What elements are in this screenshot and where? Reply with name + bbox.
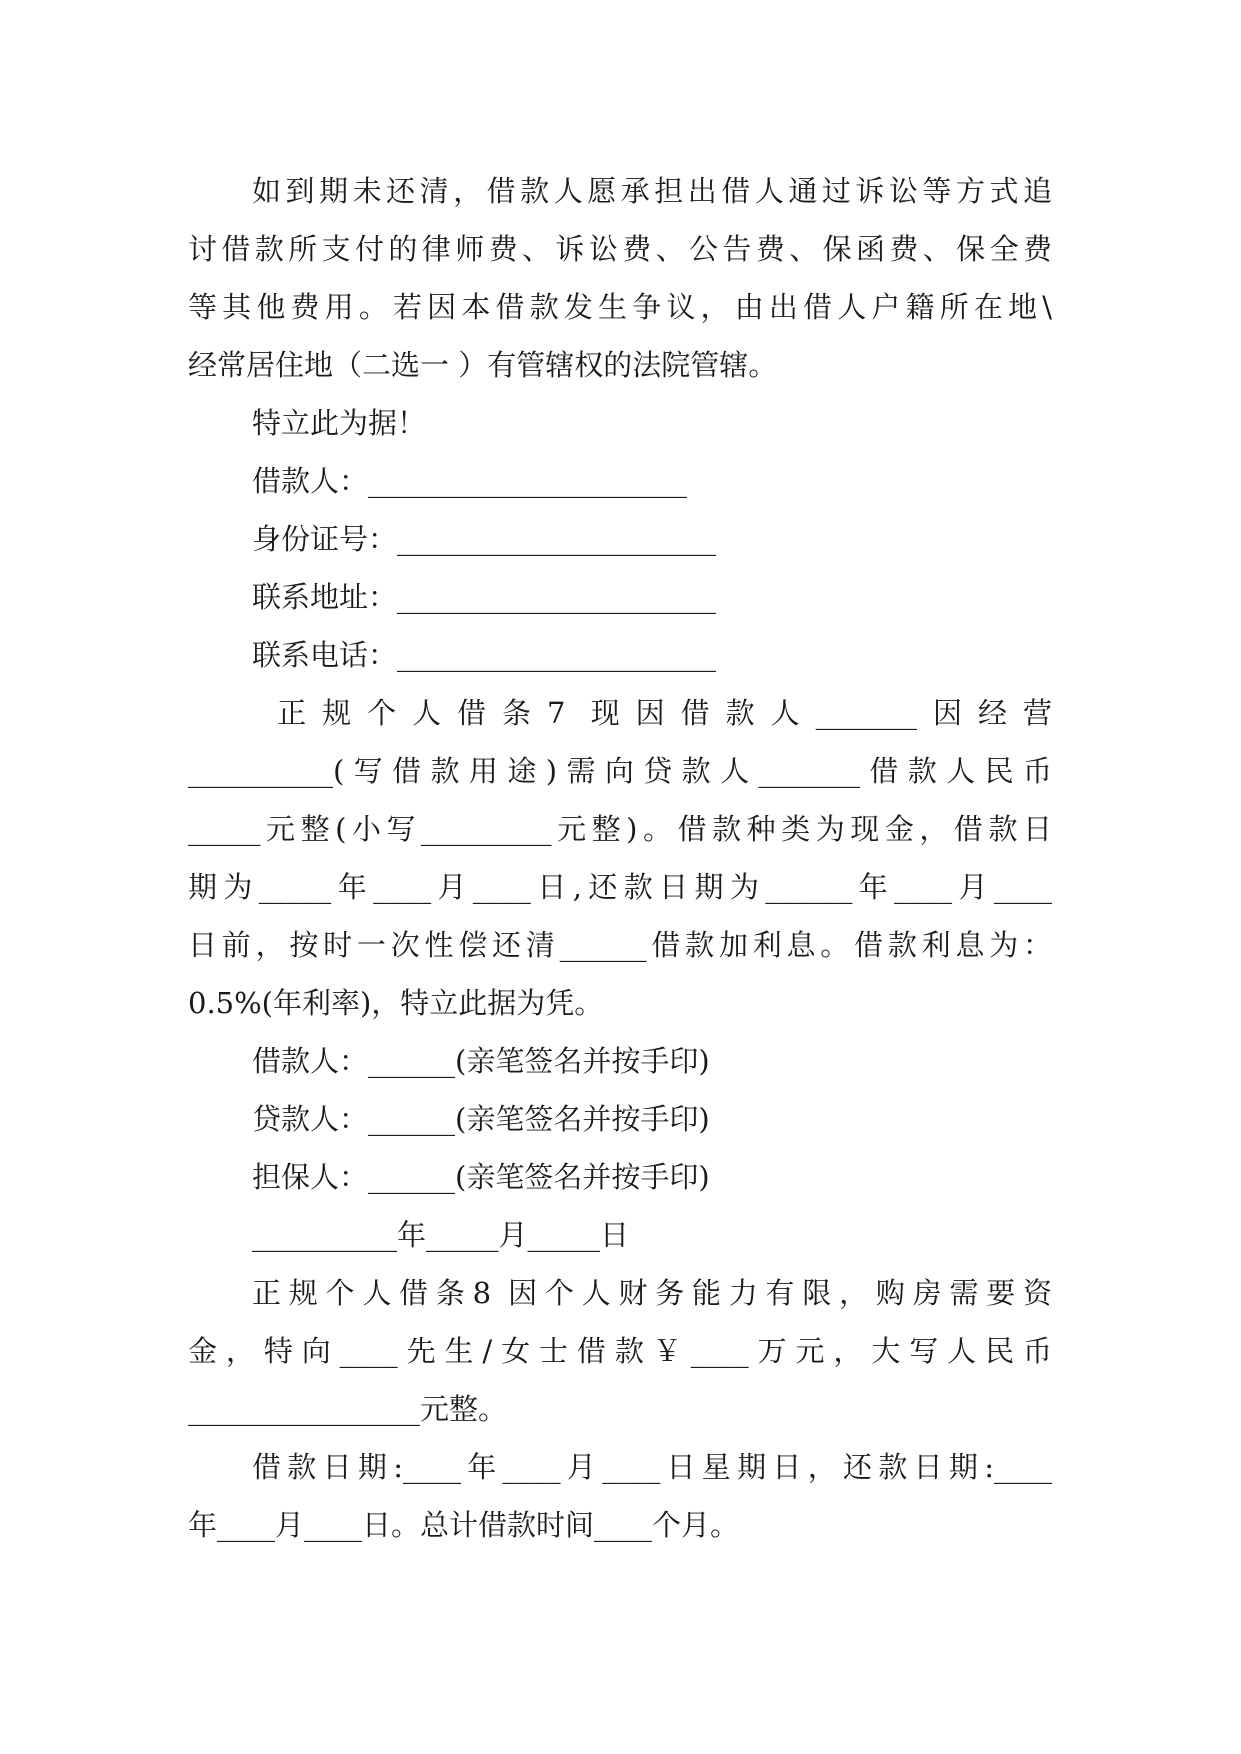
document-body	[188, 162, 1052, 1554]
lender-signature: 贷款人：______(亲笔签名并按手印)	[252, 1102, 710, 1136]
id-number-field: 身份证号：______________________	[252, 522, 717, 556]
text-line: 正规个人借条7 现因借款人_______因经营	[252, 696, 1052, 730]
date-field: __________年_____月_____日	[252, 1218, 630, 1252]
phone-field: 联系电话：______________________	[252, 638, 717, 672]
text-line: 如到期未还清，借款人愿承担出借人通过诉讼等方式追	[252, 174, 1052, 208]
text-line: 日前，按时一次性偿还清______借款加利息。借款利息为：	[188, 928, 1052, 962]
text-line: _____元整(小写_________元整)。借款种类为现金，借款日	[188, 812, 1052, 846]
text-line: 借款日期:____年____月____日星期日，还款日期:____	[252, 1450, 1052, 1484]
text-line: 讨借款所支付的律师费、诉讼费、公告费、保函费、保全费	[188, 232, 1052, 266]
text-line: 经常居住地（二选一 ）有管辖权的法院管辖。	[188, 348, 778, 382]
text-line: 期为_____年____月____日,还款日期为______年____月____	[188, 870, 1052, 904]
text-line: __________(写借款用途)需向贷款人_______借款人民币	[188, 754, 1052, 788]
address-field: 联系地址：______________________	[252, 580, 717, 614]
text-line: ________________元整。	[188, 1392, 508, 1426]
text-line: 金，特向____先生/女士借款￥____万元，大写人民币	[188, 1334, 1052, 1368]
text-line: 特立此为据！	[252, 406, 427, 440]
text-line: 等其他费用。若因本借款发生争议，由出借人户籍所在地\	[188, 290, 1052, 324]
guarantor-signature: 担保人：______(亲笔签名并按手印)	[252, 1160, 710, 1194]
borrower-field: 借款人：______________________	[252, 464, 688, 498]
borrower-signature: 借款人：______(亲笔签名并按手印)	[252, 1044, 710, 1078]
text-line: 正规个人借条8 因个人财务能力有限，购房需要资	[252, 1276, 1052, 1310]
text-line: 0.5%(年利率)，特立此据为凭。	[188, 986, 604, 1020]
text-line: 年____月____日。总计借款时间____个月。	[188, 1508, 740, 1542]
